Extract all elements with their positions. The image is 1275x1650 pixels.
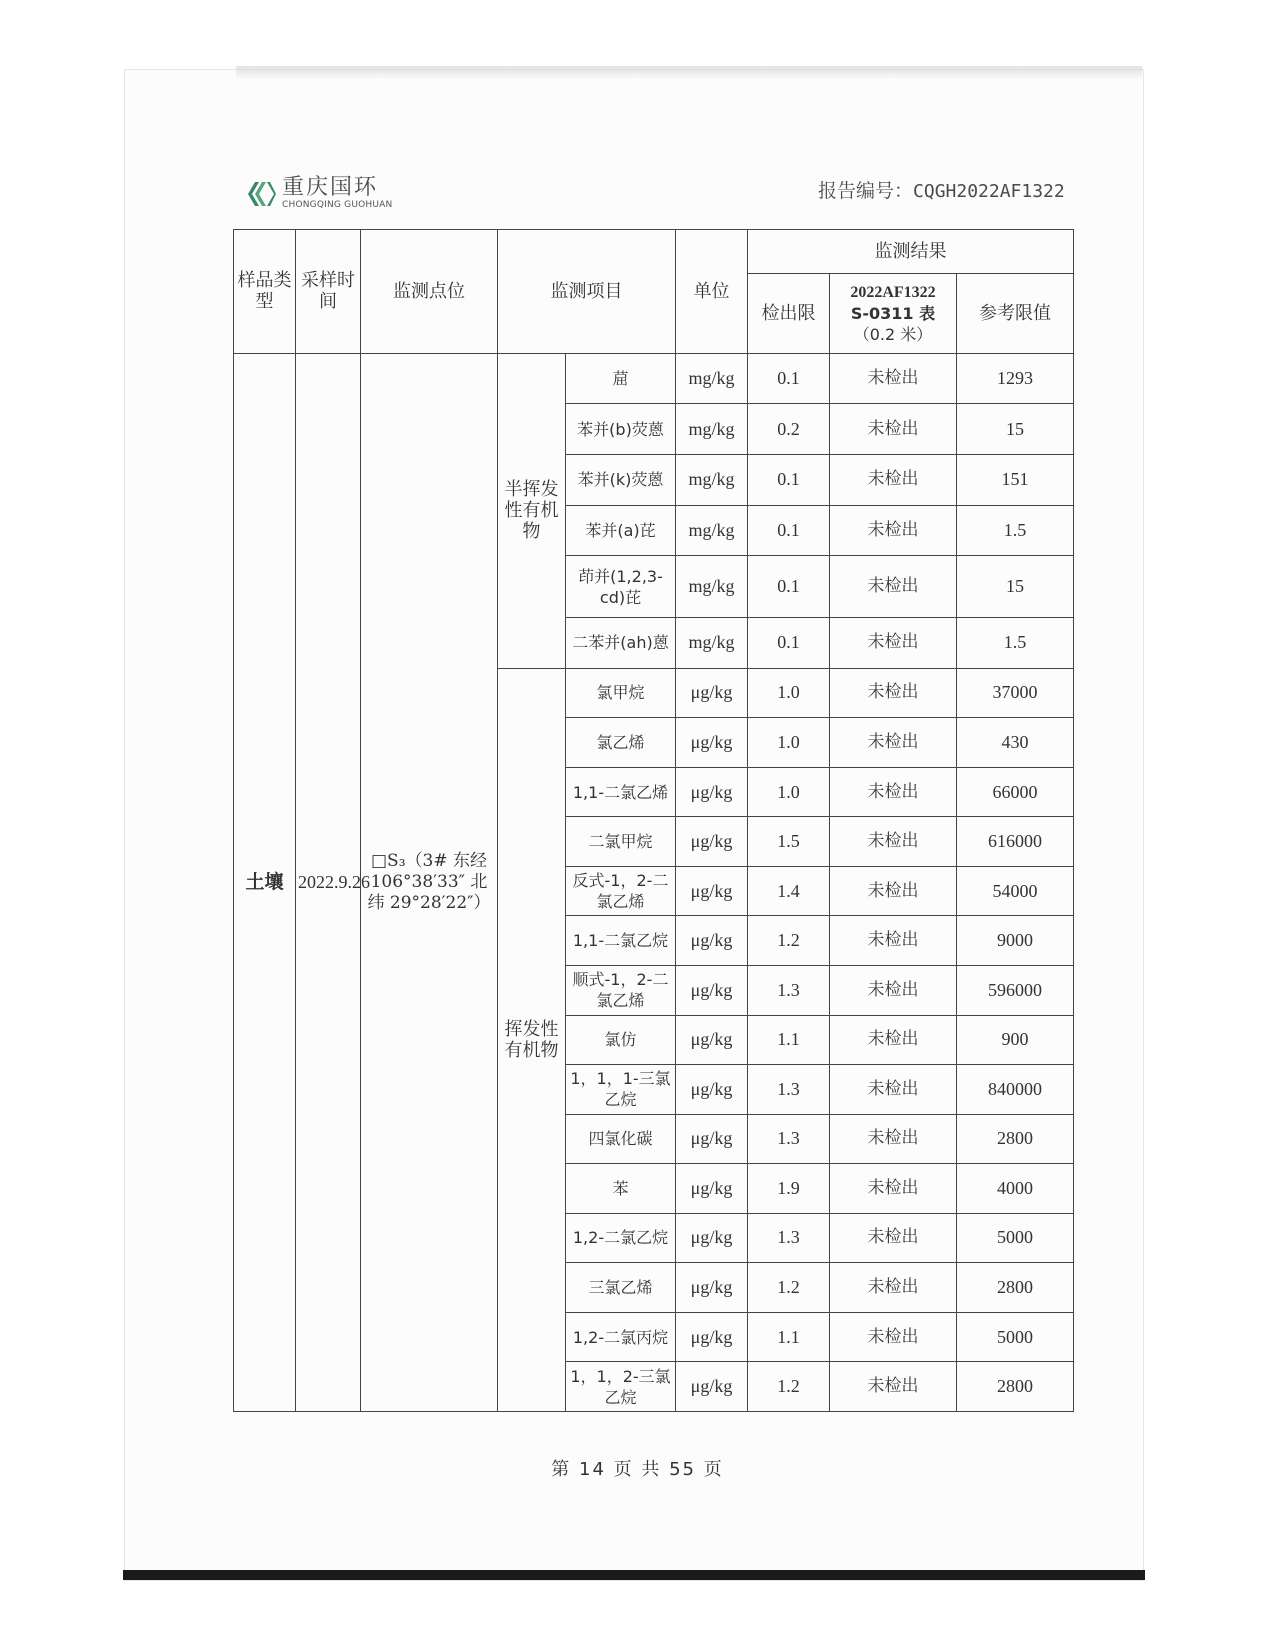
detection-limit-cell: 0.1 (748, 556, 830, 618)
monitoring-results-table (233, 229, 1074, 1412)
result-cell: 未检出 (830, 1164, 957, 1214)
unit-cell: mg/kg (676, 556, 748, 618)
page-footer (0, 1455, 1275, 1481)
reference-limit-cell: 15 (957, 556, 1074, 618)
detection-limit-cell: 1.0 (748, 718, 830, 768)
reference-limit-cell: 5000 (957, 1213, 1074, 1263)
item-cell: 1,1-二氯乙烷 (566, 916, 676, 966)
header-sample-id-line2: S-0311 表 (850, 304, 936, 324)
detection-limit-cell: 1.2 (748, 916, 830, 966)
result-cell: 未检出 (830, 1362, 957, 1412)
table-row (234, 353, 1074, 404)
unit-cell: μg/kg (676, 767, 748, 817)
unit-cell: μg/kg (676, 1164, 748, 1214)
result-cell: 未检出 (830, 455, 957, 506)
sample-type-cell: 土壤 (234, 353, 296, 1411)
header-sample-id (830, 274, 957, 353)
header-sample-type: 样品类型 (234, 230, 296, 354)
scan-margin (0, 0, 125, 1650)
result-cell: 未检出 (830, 668, 957, 718)
item-cell: 氯仿 (566, 1015, 676, 1065)
detection-limit-cell: 1.1 (748, 1312, 830, 1362)
detection-limit-cell: 1.3 (748, 965, 830, 1015)
report-number-value: CQGH2022AF1322 (913, 181, 1065, 202)
category-cell: 半挥发性有机物 (498, 353, 566, 668)
unit-cell: μg/kg (676, 916, 748, 966)
unit-cell: μg/kg (676, 866, 748, 916)
unit-cell: mg/kg (676, 618, 748, 669)
header-sample-id-line3: （0.2 米） (853, 325, 933, 345)
item-cell: 苯并(k)荧蒽 (566, 455, 676, 506)
unit-cell: μg/kg (676, 817, 748, 867)
header-unit: 单位 (676, 230, 748, 354)
unit-cell: mg/kg (676, 505, 748, 556)
reference-limit-cell: 54000 (957, 866, 1074, 916)
category-cell: 挥发性有机物 (498, 668, 566, 1411)
scan-shadow (236, 66, 1142, 78)
item-cell: 四氯化碳 (566, 1114, 676, 1164)
reference-limit-cell: 900 (957, 1015, 1074, 1065)
result-cell: 未检出 (830, 1065, 957, 1115)
detection-limit-cell: 1.4 (748, 866, 830, 916)
item-cell: 苯 (566, 1164, 676, 1214)
detection-limit-cell: 1.1 (748, 1015, 830, 1065)
unit-cell: μg/kg (676, 1114, 748, 1164)
report-number (818, 176, 1065, 203)
result-cell: 未检出 (830, 1263, 957, 1313)
unit-cell: μg/kg (676, 1362, 748, 1412)
unit-cell: μg/kg (676, 718, 748, 768)
reference-limit-cell: 1.5 (957, 618, 1074, 669)
result-cell: 未检出 (830, 404, 957, 455)
location-cell: □S₃（3# 东经 106°38′33″ 北纬 29°28′22″） (361, 353, 498, 1411)
detection-limit-cell: 0.1 (748, 455, 830, 506)
detection-limit-cell: 1.2 (748, 1263, 830, 1313)
result-cell: 未检出 (830, 1114, 957, 1164)
item-cell: 1,1-二氯乙烯 (566, 767, 676, 817)
item-cell: 茚并(1,2,3-cd)芘 (566, 556, 676, 618)
result-cell: 未检出 (830, 718, 957, 768)
header-reference-limit: 参考限值 (957, 274, 1074, 353)
reference-limit-cell: 430 (957, 718, 1074, 768)
company-logo-icon (246, 180, 276, 208)
item-cell: 苯并(b)荧蒽 (566, 404, 676, 455)
result-cell: 未检出 (830, 556, 957, 618)
result-cell: 未检出 (830, 618, 957, 669)
unit-cell: mg/kg (676, 404, 748, 455)
unit-cell: μg/kg (676, 1263, 748, 1313)
header-item: 监测项目 (498, 230, 676, 354)
detection-limit-cell: 1.9 (748, 1164, 830, 1214)
unit-cell: mg/kg (676, 353, 748, 404)
unit-cell: μg/kg (676, 1065, 748, 1115)
detection-limit-cell: 1.3 (748, 1065, 830, 1115)
item-cell: 氯甲烷 (566, 668, 676, 718)
logo-name-en: CHONGQING GUOHUAN (282, 200, 393, 210)
company-logo (246, 176, 392, 211)
detection-limit-cell: 1.0 (748, 767, 830, 817)
reference-limit-cell: 2800 (957, 1263, 1074, 1313)
item-cell: 1，1，2-三氯乙烷 (566, 1362, 676, 1412)
item-cell: 1，1，1-三氯乙烷 (566, 1065, 676, 1115)
item-cell: 1,2-二氯乙烷 (566, 1213, 676, 1263)
result-cell: 未检出 (830, 965, 957, 1015)
result-cell: 未检出 (830, 1213, 957, 1263)
reference-limit-cell: 9000 (957, 916, 1074, 966)
header-sample-id-line1: 2022AF1322 (850, 284, 936, 302)
item-cell: 䓛 (566, 353, 676, 404)
item-cell: 三氯乙烯 (566, 1263, 676, 1313)
result-cell: 未检出 (830, 505, 957, 556)
detection-limit-cell: 1.3 (748, 1114, 830, 1164)
reference-limit-cell: 596000 (957, 965, 1074, 1015)
sample-time-cell: 2022.9.26 (296, 353, 361, 1411)
detection-limit-cell: 0.2 (748, 404, 830, 455)
reference-limit-cell: 840000 (957, 1065, 1074, 1115)
unit-cell: μg/kg (676, 1312, 748, 1362)
reference-limit-cell: 15 (957, 404, 1074, 455)
reference-limit-cell: 2800 (957, 1114, 1074, 1164)
reference-limit-cell: 151 (957, 455, 1074, 506)
scan-edge (123, 1570, 1145, 1580)
detection-limit-cell: 1.0 (748, 668, 830, 718)
result-cell: 未检出 (830, 916, 957, 966)
item-cell: 二氯甲烷 (566, 817, 676, 867)
reference-limit-cell: 37000 (957, 668, 1074, 718)
reference-limit-cell: 2800 (957, 1362, 1074, 1412)
detection-limit-cell: 1.5 (748, 817, 830, 867)
header-detection-limit: 检出限 (748, 274, 830, 353)
detection-limit-cell: 0.1 (748, 618, 830, 669)
item-cell: 氯乙烯 (566, 718, 676, 768)
unit-cell: μg/kg (676, 1015, 748, 1065)
reference-limit-cell: 5000 (957, 1312, 1074, 1362)
item-cell: 苯并(a)芘 (566, 505, 676, 556)
page-number: 第 14 页 共 55 页 (551, 1459, 724, 1480)
header-sample-time: 采样时间 (296, 230, 361, 354)
reference-limit-cell: 66000 (957, 767, 1074, 817)
detection-limit-cell: 1.3 (748, 1213, 830, 1263)
result-cell: 未检出 (830, 1015, 957, 1065)
unit-cell: μg/kg (676, 965, 748, 1015)
header-results: 监测结果 (748, 230, 1074, 274)
reference-limit-cell: 616000 (957, 817, 1074, 867)
reference-limit-cell: 4000 (957, 1164, 1074, 1214)
item-cell: 1,2-二氯丙烷 (566, 1312, 676, 1362)
result-cell: 未检出 (830, 817, 957, 867)
item-cell: 反式-1，2-二氯乙烯 (566, 866, 676, 916)
unit-cell: mg/kg (676, 455, 748, 506)
result-cell: 未检出 (830, 866, 957, 916)
result-cell: 未检出 (830, 353, 957, 404)
reference-limit-cell: 1293 (957, 353, 1074, 404)
unit-cell: μg/kg (676, 1213, 748, 1263)
result-cell: 未检出 (830, 767, 957, 817)
report-number-label: 报告编号： (818, 180, 914, 202)
detection-limit-cell: 0.1 (748, 505, 830, 556)
unit-cell: μg/kg (676, 668, 748, 718)
header-location: 监测点位 (361, 230, 498, 354)
item-cell: 二苯并(ah)蒽 (566, 618, 676, 669)
reference-limit-cell: 1.5 (957, 505, 1074, 556)
result-cell: 未检出 (830, 1312, 957, 1362)
detection-limit-cell: 1.2 (748, 1362, 830, 1412)
item-cell: 顺式-1，2-二氯乙烯 (566, 965, 676, 1015)
detection-limit-cell: 0.1 (748, 353, 830, 404)
logo-name-cn: 重庆国环 (282, 175, 379, 200)
